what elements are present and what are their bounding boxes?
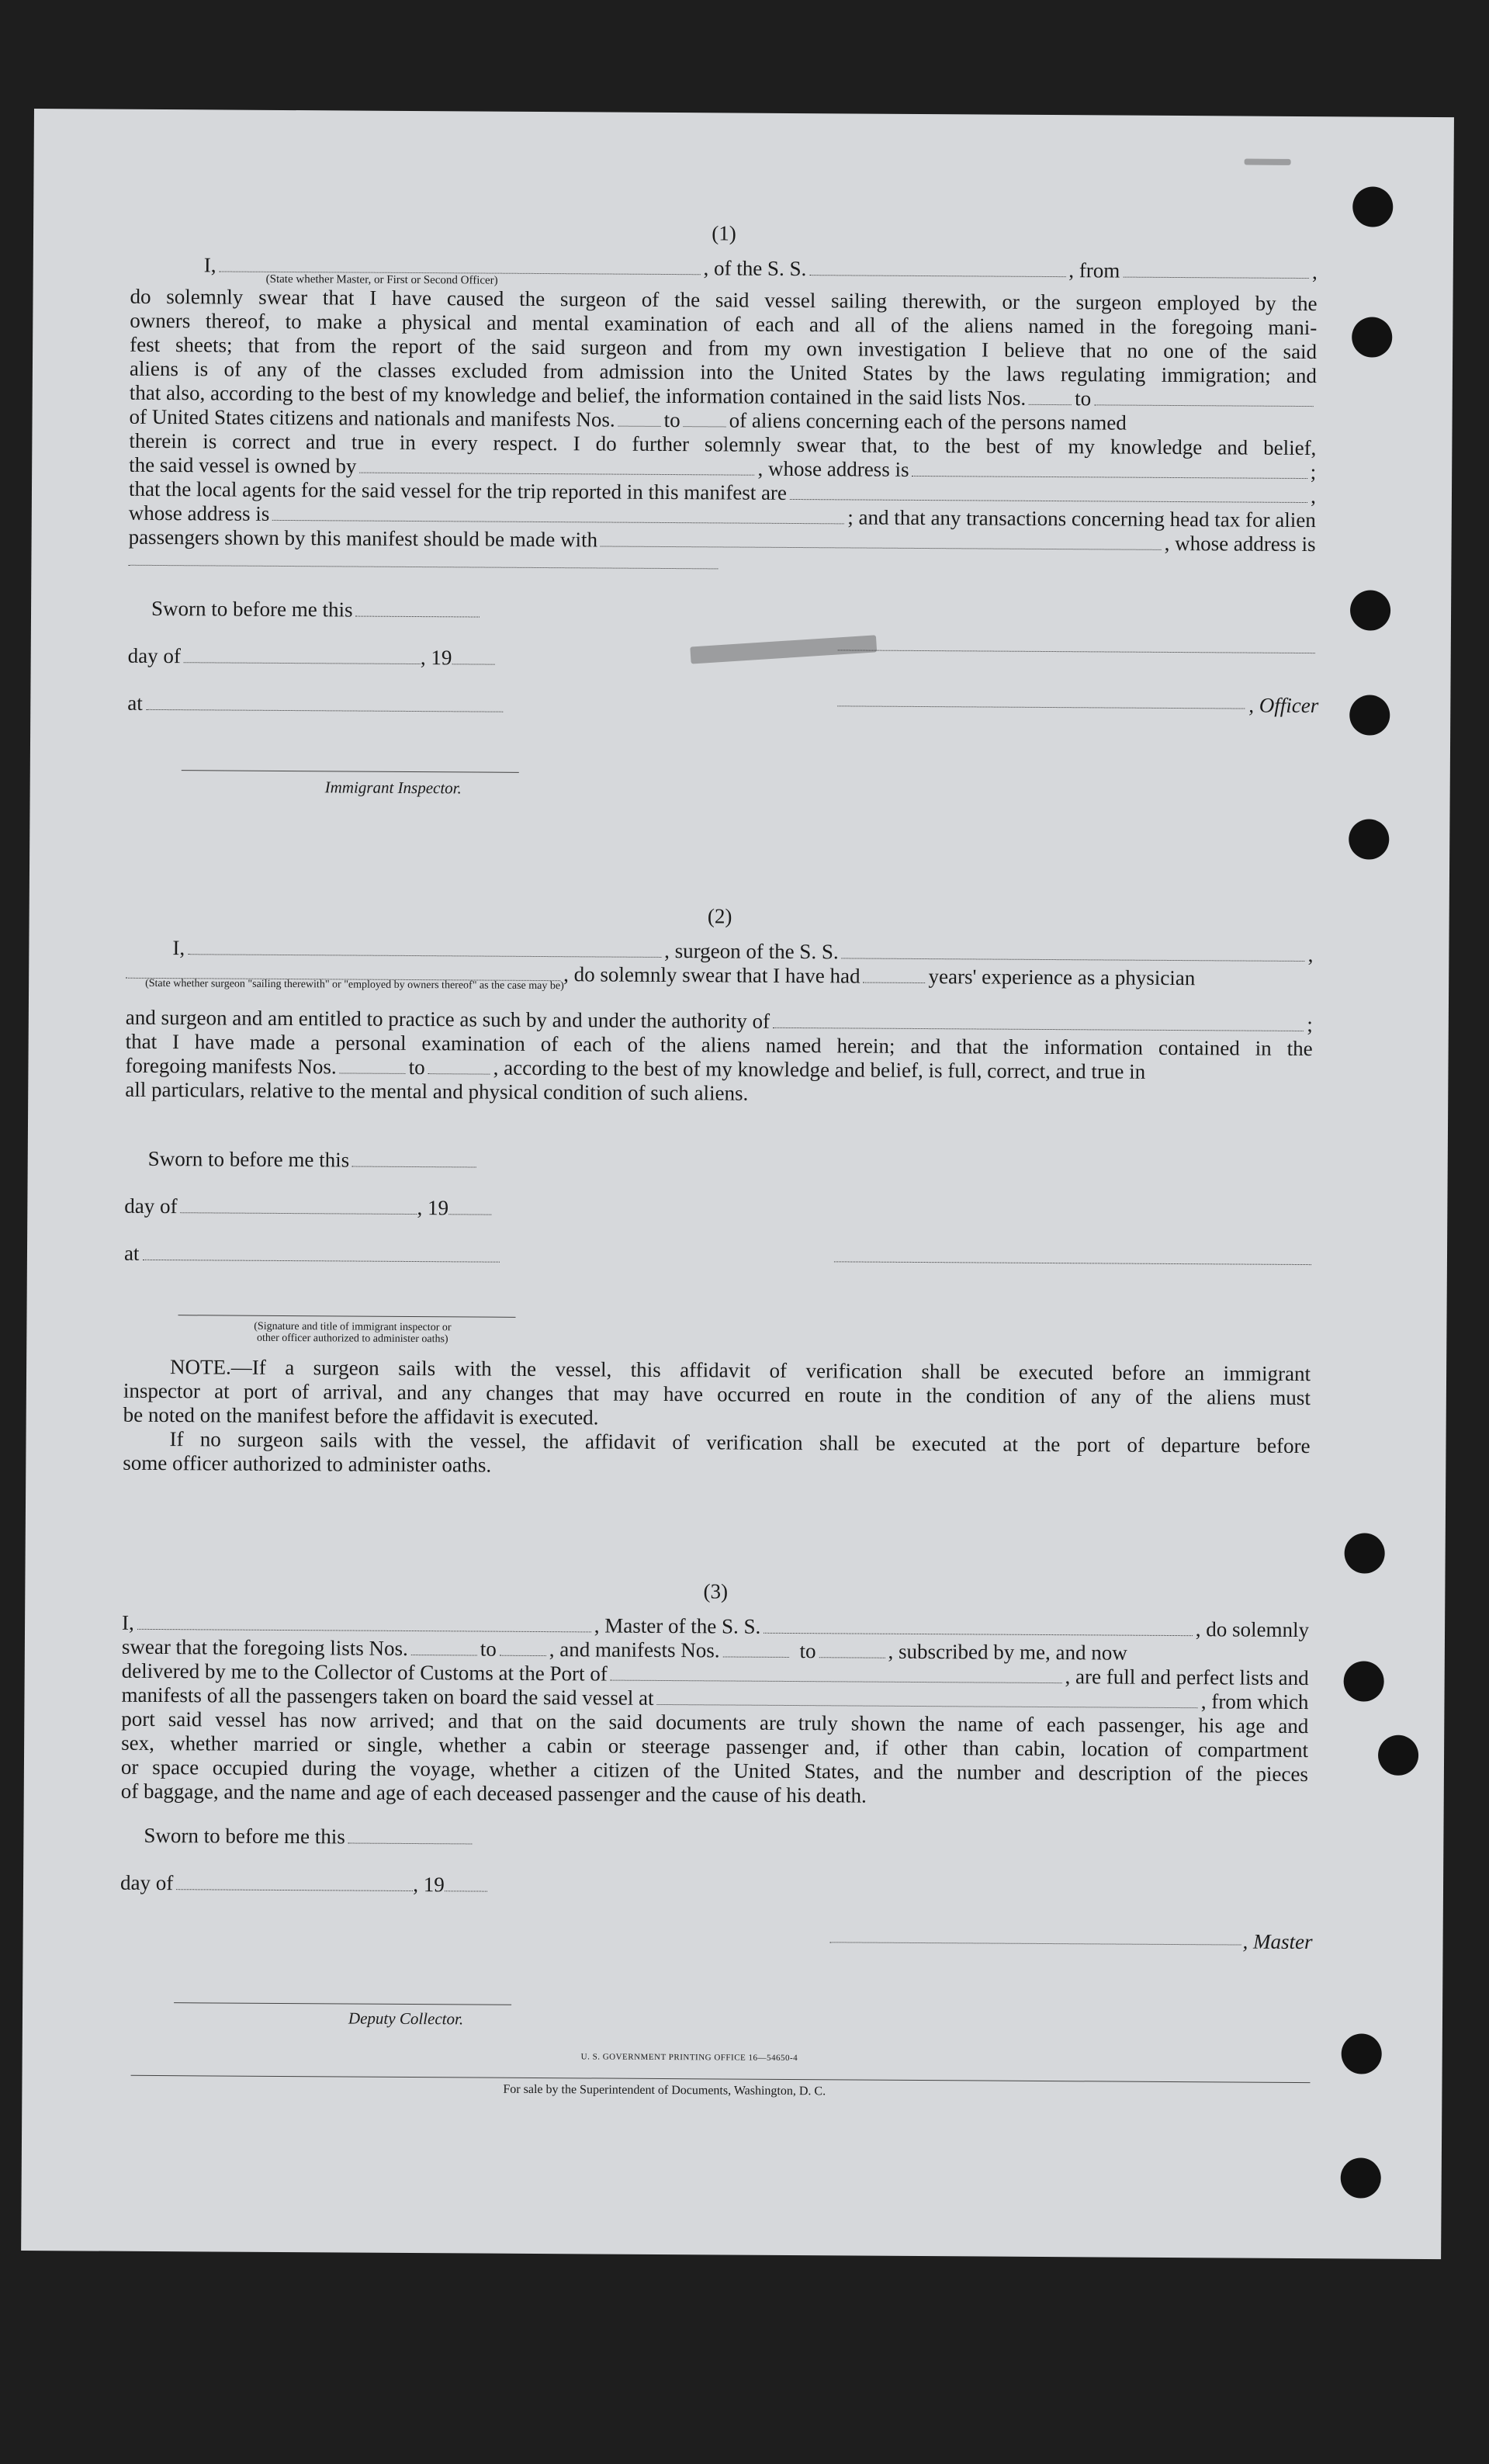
- section-number: (3): [703, 1579, 729, 1603]
- footer-rule: [131, 2074, 1311, 2083]
- punctuation: ;: [1310, 460, 1317, 484]
- day-of-label: day of: [124, 1194, 178, 1218]
- para-text: delivered by me to the Collector of Customs at the Port of: [121, 1658, 608, 1686]
- at-place-field[interactable]: [142, 1244, 499, 1263]
- surgeon-of-label: , surgeon of the S. S.: [664, 938, 839, 964]
- i-label: I,: [203, 253, 216, 277]
- owner-field[interactable]: [359, 457, 754, 476]
- binder-hole: [1342, 2033, 1382, 2074]
- para-text: years' experience as a physician: [928, 965, 1196, 990]
- form-page: [21, 109, 1454, 2259]
- para-text: whose address is: [128, 501, 270, 525]
- sworn-label: Sworn to before me this: [147, 1146, 350, 1172]
- sworn-date-field[interactable]: [348, 1828, 473, 1845]
- sworn-label: Sworn to before me this: [144, 1823, 345, 1849]
- manifest-no-from-field[interactable]: [618, 411, 661, 427]
- year-label: , 19: [413, 1873, 445, 1897]
- day-of-field[interactable]: [184, 646, 421, 664]
- para-text: , do solemnly swear that I have had: [563, 962, 861, 988]
- day-of-field[interactable]: [181, 1197, 417, 1215]
- at-place-field[interactable]: [146, 694, 503, 712]
- binder-hole: [1349, 695, 1390, 735]
- para-text: that also, according to the best of my knowledge and belief, the information contained in the said lists Nos.: [129, 380, 1027, 410]
- master-signature-line[interactable]: [830, 1941, 1241, 1945]
- para-text: , subscribed by me, and now: [888, 1639, 1127, 1665]
- binder-hole: [1349, 819, 1389, 859]
- binder-hole: [1350, 590, 1390, 630]
- note-line: inspector at port of arrival, and any changes that may have occurred en route in the condition of any of the aliens must: [123, 1378, 1311, 1410]
- para-line: fest sheets; that from the report of the said surgeon and from my own investigation I believe that no one of the said: [130, 332, 1318, 364]
- para-text: passengers shown by this manifest should be made with: [128, 525, 598, 552]
- of-the-ss-label: , of the S. S.: [703, 256, 807, 281]
- at-label: at: [123, 1241, 140, 1265]
- inspector-signature-line[interactable]: [178, 1314, 516, 1318]
- section-1: [127, 218, 1318, 723]
- para-text: foregoing manifests Nos.: [125, 1053, 337, 1079]
- para-text: ; and that any transactions concerning head tax for alien: [847, 505, 1316, 532]
- day-of-label: day of: [127, 643, 182, 668]
- manifest-no-to-field[interactable]: [684, 411, 726, 427]
- punctuation: ,: [1311, 484, 1317, 508]
- i-label: I,: [121, 1610, 134, 1634]
- day-of-field[interactable]: [176, 1873, 413, 1891]
- officer-label: , Officer: [1248, 693, 1319, 718]
- list-no-from-field[interactable]: [1029, 389, 1072, 405]
- head-tax-address-field[interactable]: [128, 549, 718, 570]
- binder-hole: [1345, 1533, 1385, 1573]
- para-text: , from which: [1200, 1689, 1309, 1714]
- vessel-name-field[interactable]: [809, 259, 1065, 277]
- printing-office-note: U. S. GOVERNMENT PRINTING OFFICE 16—54650-4: [580, 2052, 798, 2064]
- para-line: aliens is of any of the classes excluded from admission into the United States by the laws regulating immigration; and: [129, 356, 1318, 388]
- master-of-label: , Master of the S. S.: [594, 1613, 761, 1638]
- section-number: (1): [712, 221, 736, 245]
- manifest-no-to-field[interactable]: [819, 1641, 885, 1658]
- for-sale-note: For sale by the Superintendent of Documents, Washington, D. C.: [503, 2082, 826, 2098]
- sig-caption: [182, 1320, 523, 1346]
- head-tax-contact-field[interactable]: [601, 530, 1162, 549]
- port-field[interactable]: [611, 1665, 1062, 1684]
- years-experience-field[interactable]: [864, 967, 926, 983]
- inspector-label: Immigrant Inspector.: [324, 778, 462, 798]
- sworn-label: Sworn to before me this: [151, 596, 353, 622]
- officer-hint: (State whether Master, or First or Second Officer): [265, 272, 498, 287]
- para-line: that I have made a personal examination of each of the aliens named herein; and that the information contained in the: [125, 1029, 1313, 1061]
- para-line: of baggage, and the name and age of each deceased passenger and the cause of his death.: [120, 1779, 867, 1807]
- para-line: therein is correct and true in every respect. I do further solemnly swear that, to the best of my knowledge and belief,: [129, 428, 1317, 460]
- year-field[interactable]: [452, 648, 494, 664]
- para-text: , according to the best of my knowledge and belief, is full, correct, and true in: [493, 1055, 1146, 1083]
- note: [123, 1355, 1311, 1482]
- section-2: [124, 901, 1314, 1273]
- para-line: do solemnly swear that I have caused the surgeon of the said vessel sailing therewith, or the surgeon employed by the: [130, 284, 1318, 316]
- authority-field[interactable]: [773, 1012, 1304, 1031]
- inspector-signature-line[interactable]: [182, 769, 519, 773]
- owner-address-field[interactable]: [912, 460, 1307, 479]
- para-text: , whose address is: [1164, 531, 1316, 556]
- surgeon-name-field[interactable]: [188, 938, 661, 958]
- binder-hole: [1341, 2157, 1381, 2198]
- note-line: some officer authorized to administer oaths.: [123, 1450, 492, 1477]
- para-text: to: [480, 1637, 497, 1661]
- sig-caption-line: other officer authorized to administer oaths): [256, 1332, 448, 1346]
- sig-caption-line: (Signature and title of immigrant inspector or: [254, 1320, 452, 1334]
- master-name-field[interactable]: [137, 1613, 591, 1633]
- list-no-to-field[interactable]: [1094, 389, 1314, 407]
- binder-hole: [1352, 186, 1393, 227]
- manifest-no-from-field[interactable]: [722, 1641, 788, 1658]
- deputy-signature-line[interactable]: [174, 2001, 511, 2005]
- para-text: the said vessel is owned by: [129, 452, 357, 478]
- master-vessel-field[interactable]: [764, 1617, 1193, 1636]
- section-number: (2): [707, 904, 732, 928]
- at-label: at: [127, 691, 143, 715]
- deputy-label: Deputy Collector.: [348, 2008, 464, 2029]
- sworn-date-field[interactable]: [352, 1151, 476, 1168]
- para-text: , are full and perfect lists and: [1065, 1665, 1309, 1690]
- binder-hole: [1343, 1661, 1383, 1701]
- year-label: , 19: [417, 1196, 449, 1220]
- para-line: port said vessel has now arrived; and that on the said documents are truly shown the name of each passenger, his age and: [121, 1707, 1309, 1738]
- master-label: , Master: [1242, 1929, 1313, 1954]
- para-line: owners thereof, to make a physical and mental examination of each and all of the aliens named in the foregoing mani-: [130, 308, 1318, 340]
- from-port-field[interactable]: [1123, 262, 1309, 279]
- punctuation: ;: [1307, 1013, 1313, 1037]
- embark-port-field[interactable]: [657, 1689, 1198, 1708]
- para-line: all particulars, relative to the mental and physical condition of such aliens.: [125, 1077, 749, 1105]
- list-no-to-field[interactable]: [500, 1640, 546, 1656]
- manifest-no-to-field[interactable]: [428, 1058, 490, 1074]
- para-text: of United States citizens and nationals and manifests Nos.: [129, 404, 615, 431]
- ink-smudge: [1245, 159, 1291, 165]
- binder-hole: [1378, 1735, 1418, 1776]
- para-text: , whose address is: [757, 456, 909, 481]
- para-text: to: [408, 1055, 425, 1080]
- note-line: If no surgeon sails with the vessel, the affidavit of verification shall be executed at the port of departure before: [169, 1427, 1311, 1458]
- para-text: of aliens concerning each of the persons named: [729, 408, 1127, 435]
- day-of-label: day of: [119, 1870, 174, 1895]
- list-no-from-field[interactable]: [411, 1639, 477, 1656]
- i-label: I,: [172, 936, 185, 960]
- binder-hole: [1352, 317, 1392, 357]
- para-text: that the local agents for the said vessel for the trip reported in this manifest are: [128, 477, 788, 504]
- para-line: sex, whether married or single, whether a cabin or steerage passenger and, if other than cabin, location of compartment: [121, 1731, 1309, 1762]
- surgeon-hint: (State whether surgeon "sailing therewith" or "employed by owners thereof" as the case may be): [145, 977, 564, 993]
- manifest-no-from-field[interactable]: [340, 1057, 406, 1074]
- year-field[interactable]: [448, 1198, 491, 1215]
- para-text: manifests of all the passengers taken on board the said vessel at: [121, 1683, 654, 1710]
- officer-field[interactable]: [219, 255, 700, 275]
- year-field[interactable]: [445, 1875, 487, 1891]
- note-line: be noted on the manifest before the affidavit is executed.: [123, 1402, 599, 1430]
- para-text: to: [663, 407, 680, 432]
- para-text: swear that the foregoing lists Nos.: [121, 1634, 408, 1660]
- para-text: , and manifests Nos.: [549, 1637, 720, 1662]
- from-label: , from: [1068, 258, 1120, 282]
- para-text: to: [799, 1639, 816, 1663]
- year-label: , 19: [420, 646, 452, 670]
- note-label: NOTE.: [170, 1355, 231, 1379]
- agents-address-field[interactable]: [272, 504, 844, 525]
- punctuation: ,: [1307, 943, 1314, 967]
- surgeon-vessel-field[interactable]: [842, 942, 1305, 962]
- local-agents-field[interactable]: [790, 483, 1307, 503]
- para-text: , do solemnly: [1195, 1617, 1310, 1642]
- punctuation: ,: [1311, 260, 1318, 284]
- para-line: or space occupied during the voyage, whether a citizen of the United States, and the number and description of the pieces: [120, 1755, 1309, 1786]
- para-text: and surgeon and am entitled to practice as such by and under the authority of: [125, 1005, 770, 1033]
- note-text: —If a surgeon sails with the vessel, this affidavit of verification shall be executed before an immigrant: [230, 1355, 1311, 1386]
- section-3: [120, 1576, 1309, 1902]
- para-text: to: [1075, 386, 1092, 411]
- sworn-date-field[interactable]: [355, 601, 480, 618]
